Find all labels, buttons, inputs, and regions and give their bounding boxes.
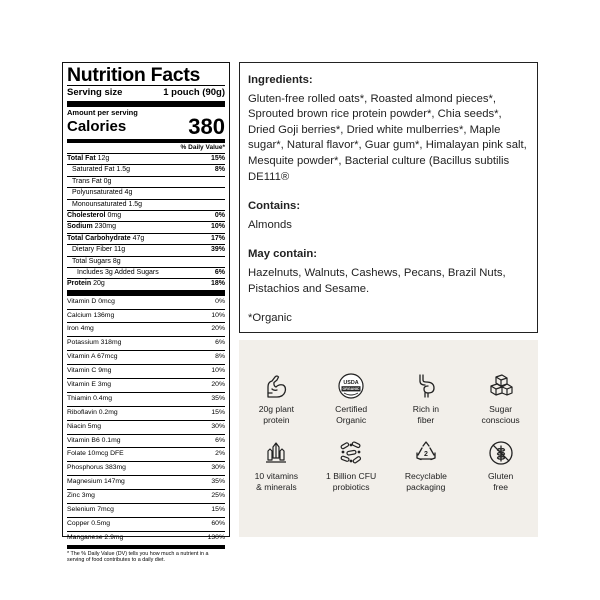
- vitamin-daily-value: 35%: [211, 478, 225, 486]
- vitamin-name: Manganese: [67, 533, 103, 541]
- vitamin-name-amount: [67, 365, 111, 378]
- nutrition-facts-title: Nutrition Facts: [67, 64, 201, 86]
- nutrient-amount: 1.5g: [128, 200, 143, 208]
- vitamin-name: Riboflavin: [67, 408, 97, 416]
- vitamin-row: [67, 461, 225, 475]
- nutrient-row: [67, 256, 225, 267]
- benefit-item: [463, 373, 538, 425]
- vitamin-daily-value: 30%: [211, 464, 225, 472]
- vitamin-daily-value: 20%: [211, 325, 225, 333]
- nutrient-name-amount: [72, 245, 125, 255]
- benefit-item: [239, 440, 314, 492]
- vitamin-name: Vitamin D: [67, 297, 97, 305]
- benefits-grid: [239, 373, 538, 492]
- amount-per-serving: Amount per serving: [67, 108, 138, 117]
- vitamin-row: [67, 350, 225, 364]
- nutrient-row: [67, 210, 225, 221]
- nutrient-name-amount: [72, 165, 130, 175]
- nutrient-name: Saturated Fat: [72, 166, 115, 174]
- vitamin-name-amount: [67, 504, 114, 517]
- vitamin-name-amount: [67, 490, 95, 503]
- nutrient-amount: 12g: [97, 155, 110, 162]
- vitamin-name-amount: [67, 421, 101, 434]
- nutrient-amount: 0g: [103, 177, 112, 185]
- nutrient-daily-value: 8%: [214, 166, 225, 174]
- vitamin-daily-value: 10%: [211, 311, 225, 319]
- nutrient-daily-value: 10%: [210, 223, 225, 231]
- nutrient-name-amount: [67, 222, 116, 232]
- nutrient-daily-value: 18%: [210, 280, 225, 288]
- vitamin-name: Vitamin A: [67, 353, 96, 361]
- vitamin-name-amount: [67, 393, 112, 406]
- vitamin-row: [67, 531, 225, 545]
- vitamin-amount: 0.1mg: [101, 436, 121, 444]
- vitamin-amount: 136mg: [93, 311, 115, 319]
- vitamin-amount: 147mg: [104, 478, 125, 486]
- benefit-label: 1 Billion CFU probiotics: [326, 471, 377, 492]
- calories-row: [67, 114, 225, 139]
- nutrient-daily-value: 6%: [214, 268, 225, 276]
- vitamin-amount: 318mg: [100, 339, 122, 347]
- benefit-item: [239, 373, 314, 425]
- nutrient-name-amount: [77, 268, 159, 278]
- vitamin-name: Magnesium: [67, 478, 103, 486]
- vitamin-daily-value: 15%: [211, 506, 225, 514]
- vitamin-name: Zinc: [67, 492, 80, 500]
- vitamin-daily-value: 15%: [211, 408, 225, 416]
- benefit-label: Certified Organic: [335, 404, 368, 425]
- vitamin-amount: 3mg: [97, 381, 112, 389]
- nutrient-row: [67, 187, 225, 198]
- vitamin-daily-value: 2%: [215, 450, 225, 458]
- serving-size-value: 1 pouch (90g): [163, 87, 225, 98]
- vitamin-name: Folate: [67, 450, 86, 458]
- vitamin-amount: 0mcg: [98, 297, 115, 305]
- daily-value-footnote: * The % Daily Value (DV) tells you how much a nutrient in a serving of food contributes to a daily diet.: [67, 548, 225, 564]
- vitamin-daily-value: 6%: [215, 339, 225, 347]
- nutrient-name: Protein: [67, 280, 92, 288]
- nutrient-row: [67, 176, 225, 187]
- nutrient-row: [67, 267, 225, 278]
- vitamin-name-amount: [67, 379, 111, 392]
- organic-badge-text: ORGANIC: [342, 387, 360, 392]
- vitamin-row: [67, 503, 225, 517]
- vitamin-name: Phosphorus: [67, 464, 104, 472]
- nutrient-name-amount: [67, 234, 144, 244]
- benefit-label: Rich in fiber: [412, 404, 440, 425]
- nutrient-row: [67, 221, 225, 232]
- wheat-crossed-icon: [488, 440, 514, 466]
- vitamin-name-amount: [67, 435, 121, 448]
- nutrient-row: [67, 233, 225, 244]
- vitamin-amount: 0.4mg: [93, 394, 112, 402]
- vitamin-name: Copper: [67, 519, 90, 527]
- nutrient-name-amount: [67, 211, 121, 221]
- vitamin-amount: 10mcg DFE: [87, 450, 124, 458]
- benefit-item: [463, 440, 538, 492]
- vitamin-name-amount: [67, 310, 114, 323]
- vitamin-amount: 5mg: [87, 422, 102, 430]
- vitamin-name-amount: [67, 407, 118, 420]
- benefit-label: Gluten free: [487, 471, 514, 492]
- nutrient-name: Polyunsaturated: [72, 189, 123, 197]
- nutrient-name: Cholesterol: [67, 211, 106, 219]
- vitamin-amount: 3mg: [81, 492, 95, 500]
- nutrient-daily-value: 15%: [210, 155, 225, 162]
- benefit-label: 10 vitamins & minerals: [254, 471, 299, 492]
- recycle-icon: [413, 440, 439, 466]
- calories-label: Calories: [67, 118, 127, 135]
- nutrient-row: [67, 199, 225, 210]
- vitamin-row: [67, 309, 225, 323]
- may-contain-heading: May contain:: [248, 248, 318, 261]
- vitamin-name-amount: [67, 476, 125, 489]
- vitamin-amount: 4mg: [80, 325, 94, 333]
- vitamin-row: [67, 295, 225, 309]
- benefit-label: 20g plant protein: [258, 404, 295, 425]
- vitamin-row: [67, 475, 225, 489]
- contains-heading: Contains:: [248, 200, 301, 213]
- benefit-label: Sugar conscious: [481, 404, 520, 425]
- benefit-item: [389, 373, 464, 425]
- vitamin-daily-value: 30%: [211, 422, 225, 430]
- ingredients-section: [248, 73, 529, 185]
- vitamin-daily-value: 130%: [207, 533, 225, 541]
- vitamin-name: Vitamin C: [67, 367, 97, 375]
- thick-divider: [67, 101, 225, 107]
- vitamin-name-amount: [67, 337, 121, 350]
- vitamin-row: [67, 406, 225, 420]
- benefit-item: [389, 440, 464, 492]
- organic-note: *Organic: [248, 312, 292, 325]
- usda-badge-text: USDA: [343, 380, 359, 386]
- vitamin-amount: 0.5mg: [91, 519, 111, 527]
- vitamin-name: Calcium: [67, 311, 92, 319]
- vitamin-daily-value: 35%: [211, 394, 225, 402]
- vitamin-name-amount: [67, 323, 94, 336]
- nutrient-row: [67, 153, 225, 164]
- benefits-panel: [239, 340, 538, 537]
- benefit-label: Recyclable packaging: [404, 471, 447, 492]
- nutrient-row: [67, 244, 225, 255]
- digestive-tract-icon: [413, 373, 439, 399]
- calories-value: 380: [188, 114, 225, 139]
- vitamin-name: Selenium: [67, 506, 96, 514]
- may-contain-text: Hazelnuts, Walnuts, Cashews, Pecans, Brazil Nuts, Pistachios and Sesame.: [248, 266, 506, 295]
- nutrient-amount: 1.5g: [116, 166, 130, 174]
- nutrient-name: Total Fat: [67, 155, 96, 162]
- vitamin-daily-value: 6%: [215, 436, 225, 444]
- vitamin-name: Vitamin E: [67, 381, 96, 389]
- vitamin-row: [67, 364, 225, 378]
- vitamin-row: [67, 420, 225, 434]
- vitamin-name-amount: [67, 351, 118, 364]
- nutrient-name: Monounsaturated: [72, 200, 127, 208]
- crystals-icon: [263, 440, 289, 466]
- ingredients-heading: Ingredients:: [248, 74, 313, 86]
- serving-size-row: [67, 87, 225, 100]
- may-contain-section: [248, 247, 529, 297]
- usda-organic-icon: [338, 373, 364, 399]
- recycle-code-text: 2: [423, 451, 428, 458]
- vitamin-row: [67, 392, 225, 406]
- flexed-arm-icon: [263, 373, 289, 399]
- vitamin-name: Niacin: [67, 422, 86, 430]
- nutrient-amount: 8g: [112, 257, 121, 265]
- vitamin-name-amount: [67, 462, 126, 475]
- nutrient-amount: 0mg: [107, 211, 122, 219]
- nutrient-name-amount: [67, 279, 105, 289]
- vitamin-row: [67, 489, 225, 503]
- nutrient-row: [67, 164, 225, 175]
- vitamin-row: [67, 434, 225, 448]
- vitamin-amount: 9mg: [98, 367, 112, 375]
- vitamin-amount: 383mg: [105, 464, 126, 472]
- vitamin-amount: 2.9mg: [104, 533, 124, 541]
- nutrient-daily-value: 39%: [210, 246, 225, 254]
- sugar-cubes-icon: [488, 373, 514, 399]
- nutrient-daily-value: 17%: [210, 234, 225, 242]
- nutrient-name: Total Sugars: [72, 257, 111, 265]
- benefit-item: [314, 440, 389, 492]
- vitamin-list: [67, 295, 225, 545]
- nutrient-name-amount: [67, 154, 109, 164]
- vitamin-name-amount: [67, 532, 123, 545]
- vitamin-name: Iron: [67, 325, 79, 333]
- nutrient-amount: 230mg: [94, 223, 117, 231]
- vitamin-daily-value: 0%: [215, 297, 225, 305]
- contains-text: Almonds: [248, 218, 292, 231]
- vitamin-row: [67, 378, 225, 392]
- vitamin-row: [67, 447, 225, 461]
- vitamin-amount: 7mcg: [97, 506, 114, 514]
- serving-size-label: Serving size: [67, 87, 123, 98]
- vitamin-row: [67, 336, 225, 350]
- vitamin-daily-value: 25%: [211, 492, 225, 500]
- nutrient-amount: 4g: [124, 189, 133, 197]
- nutrient-name-amount: [72, 188, 132, 198]
- nutrient-row: [67, 278, 225, 289]
- vitamin-name-amount: [67, 518, 110, 531]
- benefit-item: [314, 373, 389, 425]
- vitamin-daily-value: 10%: [211, 367, 225, 375]
- nutrient-name: Includes 3g Added Sugars: [77, 268, 159, 276]
- vitamin-daily-value: 8%: [215, 353, 225, 361]
- contains-section: [248, 199, 529, 233]
- vitamin-name: Vitamin B6: [67, 436, 100, 444]
- nutrient-list: [67, 153, 225, 290]
- probiotic-cells-icon: [338, 440, 364, 466]
- nutrient-name: Total Carbohydrate: [67, 234, 131, 242]
- nutrient-amount: 47g: [132, 234, 145, 242]
- vitamin-daily-value: 60%: [211, 519, 225, 527]
- nutrient-amount: 20g: [93, 280, 105, 288]
- vitamin-name: Thiamin: [67, 394, 92, 402]
- nutrient-name-amount: [72, 200, 142, 210]
- nutrient-amount: 11g: [114, 246, 126, 254]
- vitamin-row: [67, 322, 225, 336]
- nutrient-name-amount: [72, 177, 111, 187]
- ingredients-text: Gluten-free rolled oats*, Roasted almond pieces*, Sprouted brown rice protein powder*, Chia seeds*, Dried Goji berries*, Dried white mulberries*, Maple sugar*, Natural flavor*, Guar gum*, Himalayan pink salt, Mesquite powder*, Bacterial culture (Bacillus subtilis DE111®: [248, 92, 527, 183]
- nutrient-name: Sodium: [67, 223, 93, 231]
- nutrient-name: Dietary Fiber: [72, 246, 113, 254]
- vitamin-daily-value: 20%: [211, 381, 225, 389]
- vitamin-amount: 0.2mg: [98, 408, 118, 416]
- vitamin-amount: 67mcg: [97, 353, 118, 361]
- vitamin-name-amount: [67, 448, 124, 461]
- vitamin-row: [67, 517, 225, 531]
- daily-value-header: % Daily Value*: [67, 142, 225, 153]
- nutrient-daily-value: 0%: [214, 211, 225, 219]
- nutrient-name-amount: [72, 257, 121, 267]
- ingredients-box: [239, 62, 538, 333]
- vitamin-name-amount: [67, 296, 115, 309]
- nutrient-name: Trans Fat: [72, 177, 102, 185]
- vitamin-name: Potassium: [67, 339, 99, 347]
- nutrition-facts-label: [62, 62, 230, 564]
